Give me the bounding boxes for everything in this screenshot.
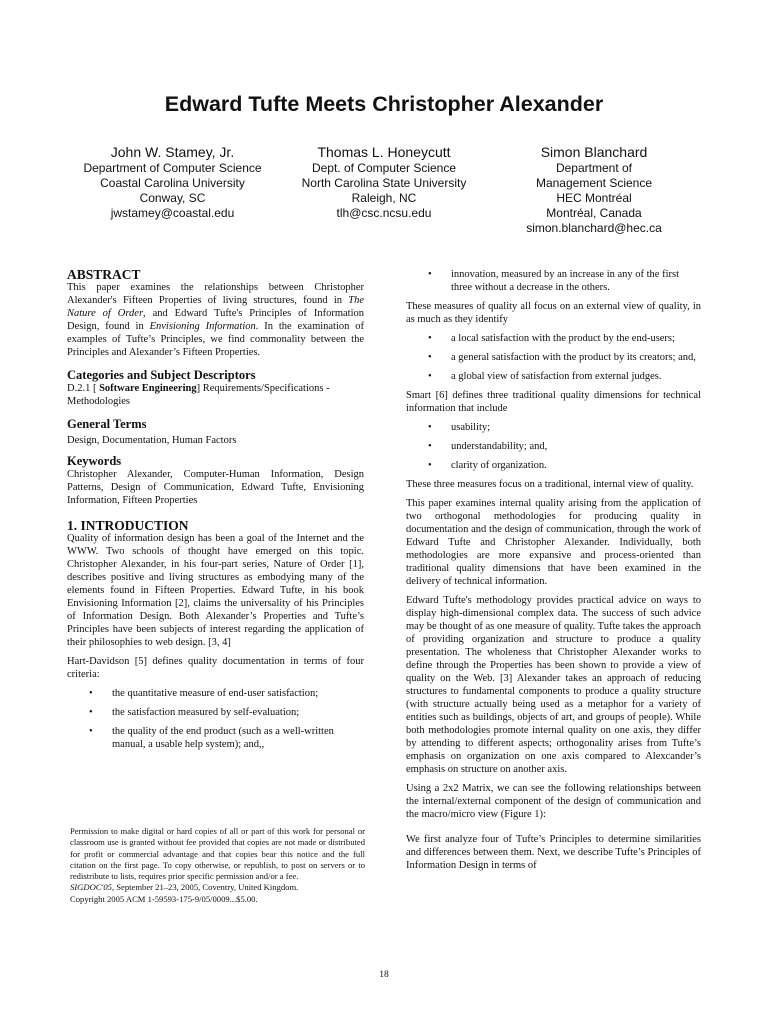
criteria-list-continued bbox=[406, 268, 701, 294]
list-item: • the satisfaction measured by self-evaluation; bbox=[67, 706, 364, 719]
author-affiliation: Department of bbox=[555, 161, 633, 175]
author-affiliation: North Carolina State University bbox=[301, 176, 467, 190]
satisfaction-list bbox=[406, 332, 701, 383]
paper-title: Edward Tufte Meets Christopher Alexander bbox=[164, 92, 604, 116]
list-item: • usability; bbox=[406, 421, 701, 434]
list-item: • innovation, measured by an increase in any of the first three without a decrease in the others. bbox=[406, 268, 701, 294]
categories-text: D.2.1 [ Software Engineering] Requirements/Specifications - Methodologies bbox=[67, 383, 330, 407]
body-paragraph: We first analyze four of Tufte’s Principles to determine similarities and differences between them. Next, we describe Tufte’s Principles of Information Design in terms of bbox=[406, 834, 701, 871]
author-email: tlh@csc.ncsu.edu bbox=[336, 206, 432, 220]
author-affiliation: Management Science bbox=[535, 176, 653, 190]
permission-text: Permission to make digital or hard copies of all or part of this work for personal or classroom use is granted without fee provided that copies are not made or distributed for profit or commercial advantage and that copies bear this notice and the full citation on the first page. To copy otherwise, or republish, to post on servers or to redistribute to lists, requires prior specific permission and/or a fee. bbox=[70, 826, 365, 882]
criteria-list bbox=[67, 687, 364, 751]
list-item: • a local satisfaction with the product by the end-users; bbox=[406, 332, 701, 345]
list-item: • the quality of the end product (such as a well-written manual, a usable help system); and,, bbox=[67, 725, 364, 751]
author-location: Conway, SC bbox=[139, 191, 206, 205]
author-affiliation: Department of Computer Science bbox=[83, 161, 262, 175]
author-name: Simon Blanchard bbox=[540, 144, 648, 160]
author-email: jwstamey@coastal.edu bbox=[110, 206, 235, 220]
author-affiliation: Dept. of Computer Science bbox=[311, 161, 457, 175]
body-paragraph: Edward Tufte's methodology provides practical advice on ways to display high-dimensional complex data. The success of such advice may be thought of as one measure of quality. Tufte takes the approach of providing organization and structure to produce a quality presentation. The wholeness that Christopher Alexander works to define through the Properties has been shown to provide a view of quality on the Web. [3] Alexander takes an approach of reducing structures to fundamental components to produce a quality structure (with structure actually being used as a metaphor for a variety of entities such as buildings, objects of art, and groups of people). While both methodologies promote internal quality on one axis, they differ by attending to different aspects; orthogonality arises from Tufte’s emphasis on organization on one axis compared to Alexcander’s emphasis on structure on another axis. bbox=[406, 595, 701, 775]
page-number: 18 bbox=[379, 970, 389, 980]
body-paragraph: Smart [6] defines three traditional quality dimensions for technical information that include bbox=[406, 390, 701, 414]
left-column bbox=[67, 268, 364, 757]
intro-paragraph: Quality of information design has been a goal of the Internet and the WWW. Two schools of thought have emerged on this topic. Christopher Alexander, in his four-part series, Nature of Order [1], describes positive and living structures as embodying many of the elements found in Fifteen Properties. Edward Tufte, in his book Envisioning Information [2], claims the universality of his Principles of Information Design. Both Alexander’s Properties and Tufte’s Principles have been subjects of interest regarding the application of their philosophies to web design. [3, 4] bbox=[67, 533, 364, 648]
intro-paragraph: Hart-Davidson [5] defines quality documentation in terms of four criteria: bbox=[67, 656, 364, 680]
keywords-heading: Keywords bbox=[67, 454, 122, 468]
keywords-text: Christopher Alexander, Computer-Human Information, Design Patterns, Design of Communication, Edward Tufte, Envisioning Information, Fifteen Properties bbox=[67, 469, 364, 506]
copyright-line: Copyright 2005 ACM 1-59593-175-9/05/0009...$5.00. bbox=[70, 893, 258, 904]
author-location: Montréal, Canada bbox=[546, 206, 642, 220]
author-block-3 bbox=[480, 143, 708, 236]
body-paragraph: These three measures focus on a traditional, internal view of quality. bbox=[406, 479, 694, 490]
author-affiliation: Coastal Carolina University bbox=[100, 176, 245, 190]
list-item: • clarity of organization. bbox=[406, 459, 701, 472]
author-name: John W. Stamey, Jr. bbox=[110, 144, 235, 160]
permission-notice bbox=[70, 826, 365, 905]
general-terms-text: Design, Documentation, Human Factors bbox=[67, 435, 237, 446]
body-paragraph: These measures of quality all focus on an external view of quality, in as much as they identify bbox=[406, 301, 701, 325]
list-item: • understandability; and, bbox=[406, 440, 701, 453]
abstract-heading: ABSTRACT bbox=[67, 267, 141, 282]
author-email: simon.blanchard@hec.ca bbox=[526, 221, 662, 235]
body-paragraph: Using a 2x2 Matrix, we can see the following relationships between the internal/external component of the design of communication and the macro/micro view (Figure 1): bbox=[406, 783, 701, 820]
list-item: • a global view of satisfaction from external judges. bbox=[406, 370, 701, 383]
list-item: • a general satisfaction with the product by its creators; and, bbox=[406, 351, 701, 364]
list-item: • the quantitative measure of end-user satisfaction; bbox=[67, 687, 364, 700]
quality-dimensions-list bbox=[406, 421, 701, 472]
author-affiliation: HEC Montréal bbox=[556, 191, 632, 205]
right-column bbox=[406, 268, 701, 872]
categories-heading: Categories and Subject Descriptors bbox=[67, 368, 256, 382]
author-location: Raleigh, NC bbox=[351, 191, 417, 205]
conference-info: SIGDOC'05, September 21–23, 2005, Coventry, United Kingdom. bbox=[70, 882, 299, 893]
author-block-2 bbox=[255, 143, 513, 221]
author-name: Thomas L. Honeycutt bbox=[317, 144, 451, 160]
general-terms-heading: General Terms bbox=[67, 417, 147, 431]
abstract-text: This paper examines the relationships between Christopher Alexander's Fifteen Properties of living structures, found in The Nature of Order, and Edward Tufte's Principles of Information Design, found in Envisioning Information. In the examination of examples of Tufte’s Principles, we find commonality between the Principles and Alexander’s Fifteen Properties. bbox=[67, 282, 364, 358]
body-paragraph: This paper examines internal quality arising from the application of two orthogonal methodologies for producing quality in documentation and the design of communication, through the work of Edward Tufte and Christopher Alexander. Individually, both methodologies are more expansive and process-oriented than traditional quality dimensions that have been examined in the delivery of technical information. bbox=[406, 498, 701, 587]
introduction-heading: 1. INTRODUCTION bbox=[67, 518, 189, 533]
